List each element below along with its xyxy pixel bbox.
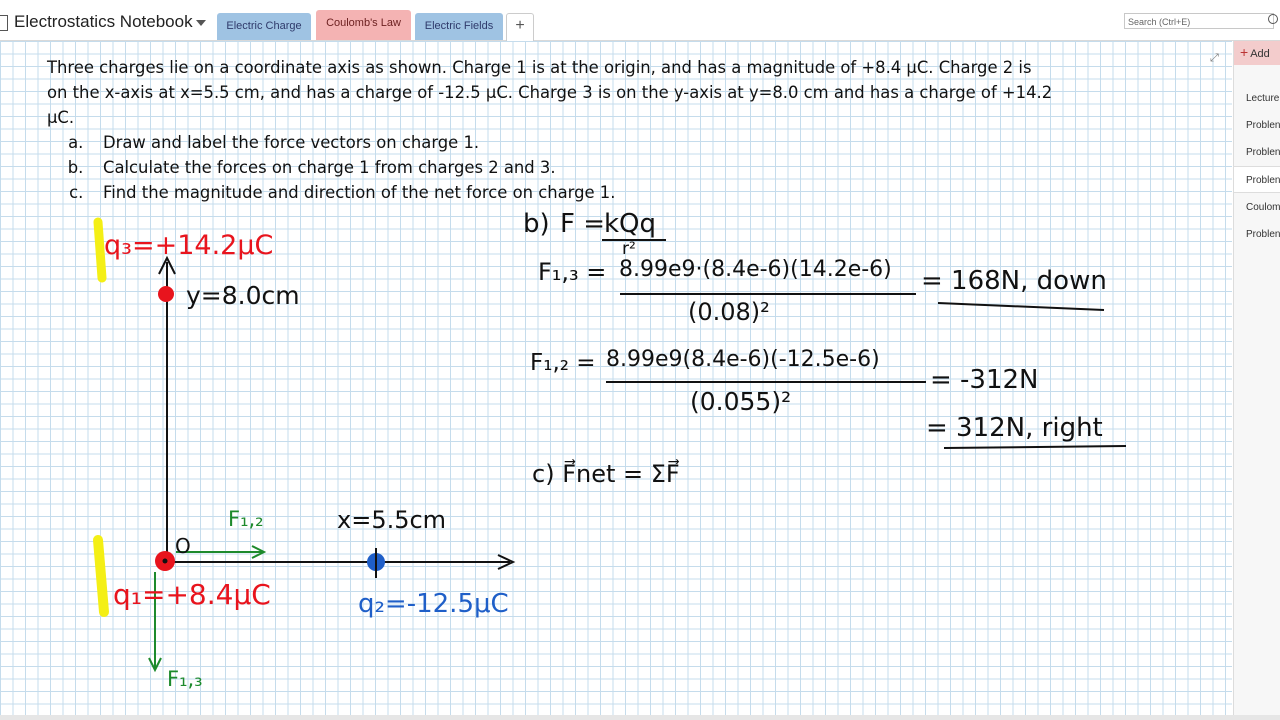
f13-numerator: 8.99e9·(8.4e-6)(14.2e-6): [619, 257, 892, 282]
f12-result-magnitude: = 312N, right: [926, 413, 1103, 443]
coulomb-formula-lhs: F =: [560, 209, 606, 239]
part-c-equation: c) F⃗net = ΣF⃗: [532, 460, 680, 488]
f13-label: F₁,₃: [167, 667, 203, 691]
coulomb-formula-numerator: kQq: [604, 209, 657, 239]
notebook-title[interactable]: Electrostatics Notebook: [14, 12, 193, 31]
f13-denominator: (0.08)²: [688, 298, 770, 326]
f12-numerator: 8.99e9(8.4e-6)(-12.5e-6): [606, 347, 880, 372]
problem-part-b: b. Calculate the forces on charge 1 from charges 2 and 3.: [99, 155, 1057, 180]
page-item[interactable]: Lecture: [1246, 93, 1280, 104]
coulomb-formula-denominator: r²: [622, 239, 636, 259]
highlight-q3: [98, 222, 102, 278]
f12-denominator: (0.055)²: [690, 387, 792, 416]
page-item[interactable]: Problen: [1246, 147, 1280, 158]
problem-part-c: c. Find the magnitude and direction of the net force on charge 1.: [99, 180, 1057, 205]
expand-icon[interactable]: ⤢: [1210, 52, 1219, 64]
f12-equation-lhs: F₁,₂ =: [530, 350, 596, 376]
add-section-button[interactable]: +: [506, 13, 534, 41]
f12-label: F₁,₂: [228, 507, 264, 531]
tab-electric-charge[interactable]: Electric Charge: [217, 13, 311, 40]
page-list-sidebar: [1233, 41, 1280, 715]
f12-result: = -312N: [930, 365, 1039, 395]
add-page-button[interactable]: + Add: [1234, 41, 1280, 65]
charge-3-dot: [158, 286, 174, 302]
tab-electric-fields[interactable]: Electric Fields: [415, 13, 503, 40]
search-input[interactable]: Search (Ctrl+E): [1124, 13, 1274, 29]
page-item[interactable]: Coulom: [1246, 202, 1280, 213]
part-b-label: b): [523, 209, 550, 239]
problem-part-a: a. Draw and label the force vectors on charge 1.: [99, 130, 1057, 155]
page-item[interactable]: Problen: [1246, 229, 1280, 240]
q1-label: q₁=+8.4μC: [113, 578, 271, 611]
f13-result: = 168N, down: [921, 266, 1107, 296]
page-item[interactable]: Problen: [1246, 120, 1280, 131]
highlight-q1: [98, 540, 104, 612]
q2-label: q₂=-12.5μC: [358, 589, 509, 619]
q3-label: q₃=+14.2μC: [104, 230, 274, 261]
problem-statement: Three charges lie on a coordinate axis as shown. Charge 1 is at the origin, and has a magnitude of +8.4 μC. Charge 2 is on the x-axis at x=5.5 cm, and has a charge of -12.5 μC. Charge 3 is on the y-axis at y=8.0 cm and has a charge of +14.2 μC.: [47, 58, 1053, 127]
page-item-selected[interactable]: Problen: [1234, 166, 1280, 193]
horizontal-scrollbar[interactable]: [0, 715, 1280, 720]
f13-equation-lhs: F₁,₃ =: [538, 258, 607, 286]
tab-coulombs-law[interactable]: Coulomb's Law: [316, 10, 411, 40]
plus-icon: +: [1240, 44, 1249, 60]
y-position-label: y=8.0cm: [186, 281, 300, 310]
origin-label: O: [175, 534, 191, 558]
x-position-label: x=5.5cm: [337, 506, 447, 534]
